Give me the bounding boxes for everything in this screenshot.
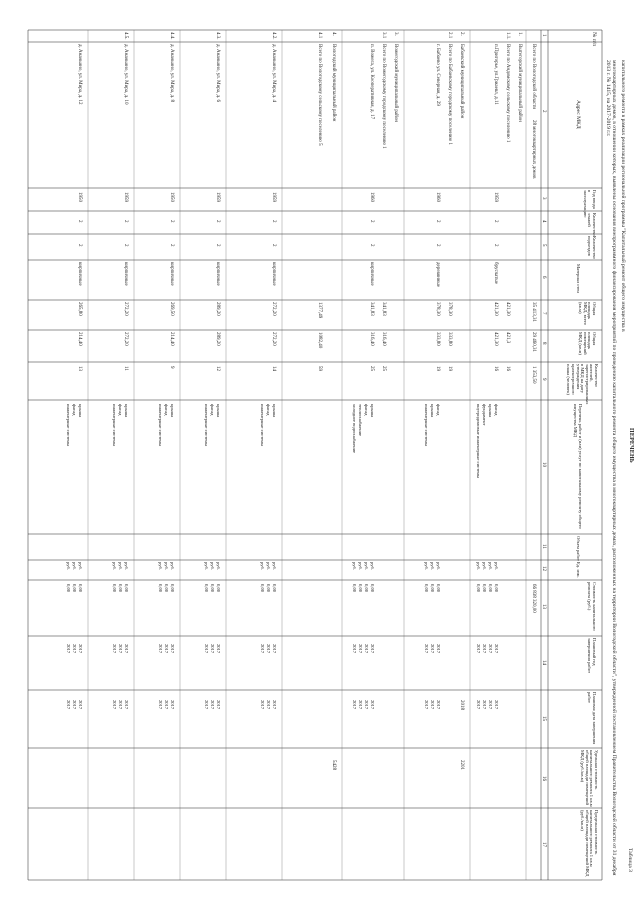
column-number: 7 [541,312,546,315]
row-area: 341,83 [369,302,374,316]
row-cost: 0,00 [260,584,265,593]
row-plan-year: 2017 [436,644,441,654]
row-plan-date: 2017 [158,700,163,710]
row-work-item: внутридомовые инженерные системы [476,404,481,479]
column-number: 17 [541,842,546,847]
row-work-item: крыша [272,404,277,418]
row-work-item: крыша [370,404,375,418]
row-cost: 0,00 [370,584,375,593]
row-area2: 316,40 [369,332,374,346]
row-plan-year: 2017 [66,644,71,654]
header-works: Перечень работ и (или) услуг по капитальному ремонту общего имущества МКД [573,404,583,529]
row-plan-year: 2017 [364,644,369,654]
row-plan-date: 2017 [358,700,363,710]
total-cost: 66 838 320,00 [531,584,536,613]
row-plan-date: 2017 [164,700,169,710]
row-extra-value: 2201 [459,760,464,770]
row-num: 4.3. [215,32,220,40]
row-cost: 0,00 [78,584,83,593]
row-plan-year: 2017 [482,644,487,654]
row-plan-date: 2017 [66,700,71,710]
header-plan-date: Плановая дата завершения работ [587,692,597,745]
row-plan-date: 2017 [352,700,357,710]
row-cost: 0,00 [352,584,357,593]
row-area2: 289,20 [215,332,220,346]
row-area2: 333,80 [447,332,452,346]
row-plan-year: 2017 [216,644,221,654]
row-area2: 214,40 [77,332,82,346]
column-number: 9 [541,378,546,381]
column-number: 15 [541,716,546,721]
row-unit: руб. [476,562,481,570]
row-num: 2. [459,32,464,36]
row-wall: кирпичные [77,262,82,286]
row-area2: 214,40 [169,332,174,346]
row-label: Бабаевский муниципальный район [459,44,464,119]
row-plan-year: 2017 [204,644,209,654]
row-cost: 0,00 [204,584,209,593]
row-unit: руб. [210,562,215,570]
row-floors: 2 [435,220,440,223]
row-cost: 0,00 [72,584,77,593]
row-area2: 316,40 [381,332,386,346]
row-work-item: фундамент [482,404,487,426]
row-work-item: крыша [124,404,129,418]
row-num: 4.2. [271,32,276,40]
row-num: 1.1. [505,32,510,40]
row-cost: 0,00 [158,584,163,593]
row-unit: руб. [364,562,369,570]
header-volume: Объем работ [576,536,581,561]
column-number: 14 [541,660,546,665]
row-cost: 0,00 [476,584,481,593]
row-cost: 0,00 [488,584,493,593]
row-people: 19 [435,366,440,371]
total-people: 1 353,50 [531,366,536,384]
row-unit: руб. [124,562,129,570]
row-work-item: крыша [170,404,175,418]
row-plan-year: 2017 [358,644,363,654]
row-people: 13 [77,366,82,371]
row-label: Вожегодский муниципальный район [393,44,398,123]
row-plan-date: 2017 [488,700,493,710]
row-floors: 2 [123,220,128,223]
row-plan-year: 2017 [272,644,277,654]
row-work-item: инженерные системы [424,404,429,447]
row-area2: 1082,40 [317,332,322,349]
row-label: д. Ананьино, ул. Мира, д. 6 [215,44,220,103]
row-plan-year: 2017 [72,644,77,654]
row-people: 25 [369,366,374,371]
row-work-item: крыша [488,404,493,418]
document-title: ПЕРЕЧЕНЬ [628,428,634,463]
row-plan-year: 2017 [370,644,375,654]
row-plan-date: 2017 [436,700,441,710]
row-label: д. Ананьино, ул. Мира, д. 4 [271,44,276,103]
row-unit: руб. [216,562,221,570]
row-people: 19 [447,366,452,371]
row-plan-date: 2017 [370,700,375,710]
row-plan-year: 2017 [266,644,271,654]
column-number: 4 [541,220,546,223]
row-wall: деревянные [435,262,440,288]
row-plan-date: 2017 [272,700,277,710]
row-area: 272,20 [271,302,276,316]
column-number: 12 [541,566,546,571]
row-work-item: теплоснабжение [358,404,363,437]
row-unit: руб. [72,562,77,570]
row-entr: 2 [271,244,276,247]
row-unit: руб. [170,562,175,570]
header-num: № п/п [591,32,597,47]
row-plan-date: 2017 [118,700,123,710]
row-area: 265,80 [77,302,82,316]
column-number: 3 [541,197,546,200]
row-cost: 0,00 [494,584,499,593]
row-unit: руб. [260,562,265,570]
row-unit: руб. [112,562,117,570]
total-area: 35 413,31 [531,302,536,322]
row-label: Вытегорский муниципальный район [517,44,522,122]
row-cost: 0,00 [124,584,129,593]
row-label: д. Ананьино, ул. Мира, д. 12 [77,44,82,105]
row-entr: 2 [123,244,128,247]
header-max-cost: Предельная стоимость капитального ремонта 1 кв.м общей площади помещений МКД (руб./кв.м) [580,810,599,877]
row-plan-date: 2017 [266,700,271,710]
row-unit: руб. [158,562,163,570]
row-year: 1960 [435,192,440,202]
row-plan-date: 2017 [210,700,215,710]
row-plan-date: 2017 [364,700,369,710]
row-plan-year: 2017 [124,644,129,654]
column-number: 8 [541,342,546,345]
row-year: 1959 [493,192,498,202]
row-label: п. Вожега, ул. Кооперативная, д. 17 [369,44,374,120]
row-people: 16 [493,366,498,371]
row-work-item: инженерные системы [66,404,71,447]
row-plan-year: 2017 [112,644,117,654]
row-plan-date: 2017 [204,700,209,710]
row-work-item: крыша [430,404,435,418]
header-floors: Количество этажей [587,213,597,236]
row-plan-year: 2017 [352,644,357,654]
row-cost: 0,00 [364,584,369,593]
row-plan-date: 2017 [424,700,429,710]
row-work-item: холодное водоснабжение [352,404,357,454]
row-plan-date: 2017 [476,700,481,710]
header-unit: Ед. изм. [576,562,581,578]
row-plan-year: 2017 [430,644,435,654]
row-area2: 272,20 [271,332,276,346]
row-plan-year: 2017 [494,644,499,654]
header-area: Общая площадь МКД, всего (кв.м) [578,302,597,325]
column-number: 5 [541,244,546,247]
row-year: 1959 [123,192,128,202]
row-floors: 2 [369,220,374,223]
row-area: 269,50 [169,302,174,316]
row-work-item: инженерные системы [158,404,163,447]
row-cost: 0,00 [66,584,71,593]
header-area2: Общая площадь помещений МКД (кв.м) [578,332,597,355]
row-area: 421,30 [493,302,498,316]
row-plan-year: 2017 [488,644,493,654]
row-cost: 0,00 [430,584,435,593]
row-unit: руб. [358,562,363,570]
row-plan-year: 2017 [118,644,123,654]
row-entr: 2 [369,244,374,247]
row-label: Всего по Вологодскому сельскому поселению 5 [317,44,322,146]
row-plan-date: 2017 [112,700,117,710]
row-people: 12 [215,366,220,371]
row-cost: 0,00 [210,584,215,593]
row-label: Всего по Андомскому сельскому поселению 1 [505,44,510,143]
row-num: 4.1 [317,32,322,39]
row-cost: 0,00 [170,584,175,593]
row-wall: кирпичные [169,262,174,286]
row-cost: 0,00 [216,584,221,593]
row-plan-date: 2017 [78,700,83,710]
row-entr: 2 [435,244,440,247]
row-num: 4.4. [169,32,174,40]
row-area2: 421,30 [493,332,498,346]
column-number: 6 [541,276,546,279]
row-unit: руб. [266,562,271,570]
header-entrances: Количество подъездов [587,236,597,259]
row-area: 341,83 [381,302,386,316]
row-plan-date: 2017 [216,700,221,710]
row-area: 421,30 [505,302,510,316]
table-label: Таблица 3 [627,848,633,872]
row-num: 4. [331,32,336,36]
total-count: 28 многоквартирных домов [531,120,536,179]
row-unit: руб. [272,562,277,570]
row-wall: кирпичные [123,262,128,286]
row-wall: брусчатые [493,262,498,284]
row-num: 4.5. [123,32,128,40]
row-people: 25 [381,366,386,371]
row-num: 2.1 [447,32,452,39]
row-area2: 421,3 [505,332,510,344]
header-address: Адрес МКД [575,100,581,129]
row-area: 378,30 [447,302,452,316]
row-cost: 0,00 [482,584,487,593]
row-area: 378,30 [435,302,440,316]
header-cost: Стоимость капитального ремонта (руб.) [587,582,597,631]
row-label: Всего по Вожегодскому городскому поселению 1 [381,44,386,149]
row-unit: руб. [482,562,487,570]
row-unit: руб. [352,562,357,570]
row-work-item: фасад [118,404,123,416]
row-unit: руб. [370,562,375,570]
row-cost: 0,00 [164,584,169,593]
row-plan-year: 2017 [170,644,175,654]
row-unit: руб. [66,562,71,570]
row-floors: 2 [493,220,498,223]
row-work-item: фасад [494,404,499,416]
row-num: 1. [517,32,522,36]
row-entr: 2 [493,244,498,247]
row-work-item: инженерные системы [204,404,209,447]
row-cost: 0,00 [436,584,441,593]
row-label: д. Ананьино, ул. Мира, д. 10 [123,44,128,105]
row-wall: кирпичные [271,262,276,286]
row-plan-year: 2017 [476,644,481,654]
row-wall: кирпичные [369,262,374,286]
row-cost: 0,00 [112,584,117,593]
row-unit: руб. [164,562,169,570]
row-work-item: фасад [266,404,271,416]
row-work-item: инженерные системы [112,404,117,447]
row-plan-date: 2017 [494,700,499,710]
row-plan-year: 2017 [164,644,169,654]
row-year: 1959 [215,192,220,202]
row-wall: кирпичные [215,262,220,286]
header-plan-year: Плановый год завершения работ [587,638,597,674]
row-cost: 0,00 [272,584,277,593]
row-label: Вологодский муниципальный район [331,44,336,122]
row-people: 11 [123,366,128,371]
row-label: д. Ананьино, ул. Мира, д. 8 [169,44,174,103]
document-subtitle-2: многоквартирных домов, в отношении которых, выявлены основания внепрограммного финансирования мероприятий по проведению капитального ремонта общего имущества в многоквартирных домах, расположенных на территории Вологодской области", утвержденной постановлением Правительства Вологодской области от 31 декабря 2013 г. № 1415, на 2017-2019 г.г. [605,60,617,876]
row-unit: руб. [436,562,441,570]
row-area: 272,20 [123,302,128,316]
row-cost: 0,00 [358,584,363,593]
row-work-item: фасад [364,404,369,416]
row-people: 59 [317,366,322,371]
row-label: п.Пригорье, ул.Гриаевл, д.11 [493,44,498,105]
total-label: Всего по Вологодской области [531,44,536,110]
row-people: 14 [271,366,276,371]
column-number: 11 [541,544,546,549]
row-work-item: крыша [78,404,83,418]
row-num: 3. [393,32,398,36]
row-unit: руб. [424,562,429,570]
document-subtitle-1: капитального ремонта в рамках реализации региональной программы "Капитальный ремонт общего имущества в [620,60,626,332]
header-wall: Материал стен [576,264,581,293]
row-people: 9 [169,366,174,369]
header-year: Год ввода в эксплуатацию [582,190,597,218]
row-plan-year: 2017 [260,644,265,654]
column-number: 16 [541,776,546,781]
row-cost: 0,00 [118,584,123,593]
row-area: 1377,49 [317,302,322,319]
column-number: 13 [541,604,546,609]
row-people: 16 [505,366,510,371]
row-plan-date: 2017 [124,700,129,710]
row-unit: руб. [494,562,499,570]
row-extra-value: 2018 [459,700,464,710]
row-cost: 0,00 [266,584,271,593]
header-unit-cost: Удельная стоимость капитального ремонта 1 кв.м общей площади помещений МКД (руб./кв.м) [580,750,599,807]
row-extra-value: 5428 [331,760,336,770]
row-plan-date: 2017 [72,700,77,710]
row-unit: руб. [204,562,209,570]
row-year: 1950 [77,192,82,202]
row-cost: 0,00 [424,584,429,593]
row-area2: 333,80 [435,332,440,346]
row-entr: 2 [215,244,220,247]
column-number: 2 [541,110,546,113]
row-year: 1950 [169,192,174,202]
row-year: 1960 [369,192,374,202]
row-plan-year: 2017 [210,644,215,654]
row-plan-date: 2017 [482,700,487,710]
row-work-item: фасад [164,404,169,416]
row-entr: 2 [77,244,82,247]
row-plan-date: 2017 [430,700,435,710]
row-plan-date: 2017 [170,700,175,710]
row-floors: 2 [169,220,174,223]
row-area2: 272,20 [123,332,128,346]
column-number: 10 [541,462,546,467]
row-unit: руб. [430,562,435,570]
header-people: Количество жителей, зарегистрированных в МКД на дату утверждения краткосрочного плана (человек) [566,364,599,405]
row-floors: 2 [77,220,82,223]
row-work-item: фасад [436,404,441,416]
column-number: 1 [541,34,546,37]
row-floors: 2 [271,220,276,223]
row-plan-year: 2017 [158,644,163,654]
row-entr: 2 [169,244,174,247]
row-area: 289,20 [215,302,220,316]
row-label: г. Бабаево ул. Северная, д. 29 [435,44,440,106]
row-plan-year: 2017 [424,644,429,654]
row-year: 1959 [271,192,276,202]
row-plan-year: 2017 [78,644,83,654]
row-work-item: крыша [216,404,221,418]
row-work-item: фасад [210,404,215,416]
row-work-item: инженерные системы [260,404,265,447]
row-unit: руб. [78,562,83,570]
total-area2: 29 460,31 [531,332,536,352]
row-label: Всего по Бабаевскому городскому поселению 1 [447,44,452,145]
row-num: 3.1 [381,32,386,39]
row-unit: руб. [488,562,493,570]
row-floors: 2 [215,220,220,223]
row-plan-date: 2017 [260,700,265,710]
row-work-item: фасад [72,404,77,416]
row-unit: руб. [118,562,123,570]
